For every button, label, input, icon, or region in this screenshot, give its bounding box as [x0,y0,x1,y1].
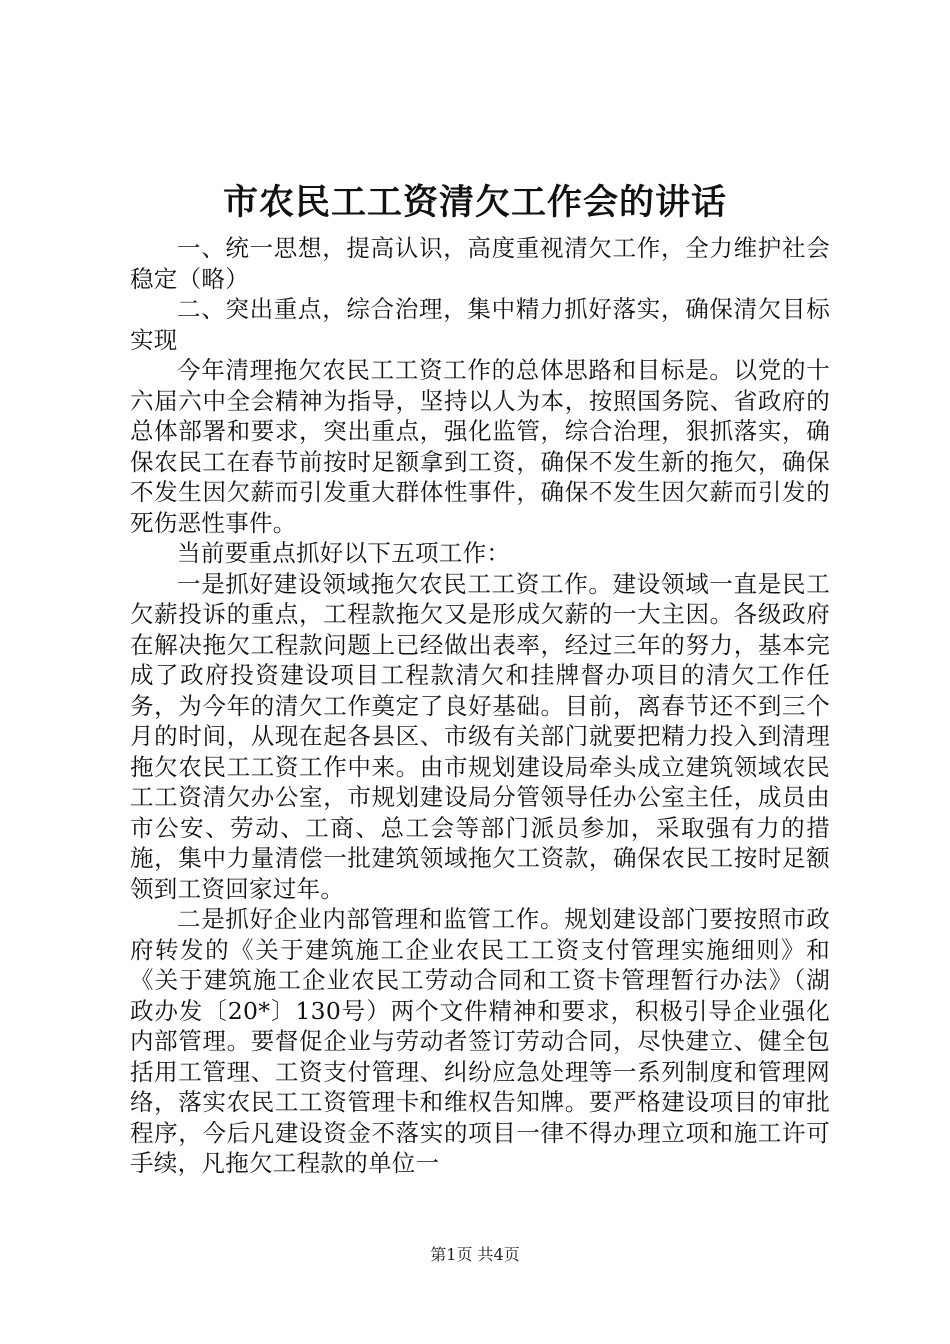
paragraph-3: 今年清理拖欠农民工工资工作的总体思路和目标是。以党的十六届六中全会精神为指导，坚持以人为本，按照国务院、省政府的总体部署和要求，突出重点，强化监管，综合治理，狠抓落实，确保农民工在春节前按时足额拿到工资，确保不发生新的拖欠，确保不发生因欠薪而引发重大群体性事件，确保不发生因欠薪而引发的死伤恶性事件。 [130,356,830,537]
paragraph-2: 二、突出重点，综合治理，集中精力抓好落实，确保清欠目标实现 [130,295,830,354]
paragraph-1: 一、统一思想，提高认识，高度重视清欠工作，全力维护社会稳定（略） [130,234,830,293]
page-number-footer: 第1页 共4页 [430,1245,520,1264]
paragraph-6: 二是抓好企业内部管理和监管工作。规划建设部门要按照市政府转发的《关于建筑施工企业农民工工资支付管理实施细则》和《关于建筑施工企业农民工劳动合同和工资卡管理暂行办法》（湖政办发〔20*〕130号）两个文件精神和要求，积极引导企业强化内部管理。要督促企业与劳动者签订劳动合同，尽快建立、健全包括用工管理、工资支付管理、纠纷应急处理等一系列制度和管理网络，落实农民工工资管理卡和维权告知牌。要严格建设项目的审批程序，今后凡建设资金不落实的项目一律不得办理立项和施工许可手续，凡拖欠工程款的单位一 [130,905,830,1177]
paragraph-4: 当前要重点抓好以下五项工作： [177,539,511,567]
document-title: 市农民工工资清欠工作会的讲话 [222,182,727,223]
paragraph-5: 一是抓好建设领域拖欠农民工工资工作。建设领域一直是民工欠薪投诉的重点，工程款拖欠又是形成欠薪的一大主因。各级政府在解决拖欠工程款问题上已经做出表率，经过三年的努力，基本完成了政府投资建设项目工程款清欠和挂牌督办项目的清欠工作任务，为今年的清欠工作奠定了良好基础。目前，离春节还不到三个月的时间，从现在起各县区、市级有关部门就要把精力投入到清理拖欠农民工工资工作中来。由市规划建设局牵头成立建筑领域农民工工资清欠办公室，市规划建设局分管领导任办公室主任，成员由市公安、劳动、工商、总工会等部门派员参加，采取强有力的措施，集中力量清偿一批建筑领域拖欠工资款，确保农民工按时足额领到工资回家过年。 [130,569,830,903]
document-body [130,233,830,1179]
